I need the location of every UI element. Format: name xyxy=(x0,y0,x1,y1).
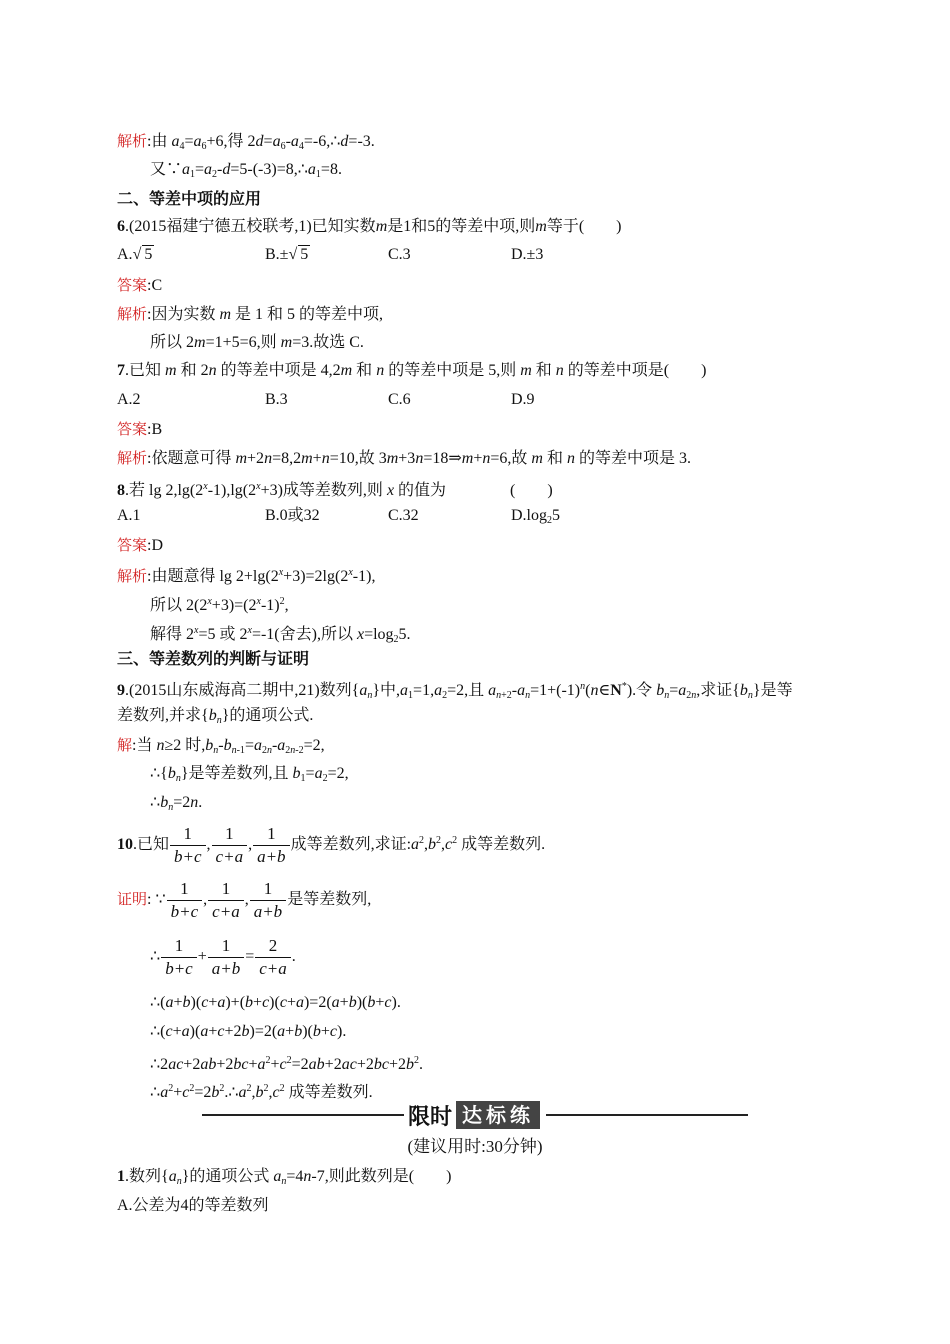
q7-answer: 答案:B xyxy=(117,420,163,438)
q7-analysis: 解析:依题意可得 m+2n=8,2m+n=10,故 3m+3n=18⇒m+n=6,故 m 和 n 的等差中项是 3. xyxy=(117,449,691,467)
p1-stem: 1.数列$\{a_n\}$的通项公式 $a_n=4n-7$,则此数列是( ) xyxy=(117,1168,452,1187)
q6-stem: 6.(2015福建宁德五校联考,1)已知实数m是1和5的等差中项,则m等于( ) xyxy=(117,218,622,235)
section-heading-3: 三、等差数列的判断与证明 xyxy=(117,649,310,668)
section-banner xyxy=(404,1100,540,1130)
q10-proof-line4: ∴(c+a)(a+c+2b)=2(a+b)(b+c). xyxy=(150,1023,347,1040)
q6-analysis-line1: 解析:因为实数 m 是 1 和 5 的等差中项, xyxy=(117,305,384,323)
q8-analysis-line3: 解得 $2^x=5$ 或 $2^x=-1$(舍去),所以 $x=\log_25$. xyxy=(150,625,411,645)
q6-analysis-line2: 所以 2m=1+5=6,则 m=3.故选 C. xyxy=(150,334,364,351)
q10-proof-line2: ∴ $\frac{1}{b+c}$ + $\frac{1}{a+b}$ = $\frac{2}{c+a}$ . xyxy=(150,935,296,978)
q10-proof-line5: $\therefore 2ac+2ab+2bc+a^2+c^2=2ab+2ac+2bc+2b^2$. xyxy=(150,1055,423,1073)
q8-option-a: A.1 xyxy=(117,507,141,524)
q8-analysis-line1: 解析:由题意得 $\lg 2+\lg(2^x+3)=2\lg(2^x-1)$, xyxy=(117,567,376,585)
q9-solution-line1: 解:当 n≥2 时$,b_n-b_{n-1}=a_{2n}-a_{2n-2}=2$, xyxy=(117,736,325,756)
banner-rule-right xyxy=(546,1114,748,1116)
banner-rule-left xyxy=(202,1114,404,1116)
q8-stem: 8.若 $\lg 2,\lg(2^x-1),\lg(2^x+3)$成等差数列,则 x 的值为 ( ) xyxy=(117,481,553,499)
q9-stem-line1: 9.(2015山东威海高二期中,21)数列$\{a_n\}$中$,a_1=1,a_2=2$,且 $a_{n+2}-a_n=1+(-1)^n(n\in N^*)$.令 $b_n=a_{2n}$,求证$\{b_n\}$是等 xyxy=(117,681,793,701)
q6-option-c: C.3 xyxy=(388,246,411,263)
q10-stem: 10.已知 $\frac{1}{b+c}$ , $\frac{1}{c+a}$ , $\frac{1}{a+b}$ 成等差数列,求证$:a^2,b^2,c^2$ 成等差数列. xyxy=(117,823,546,866)
q8-option-d: $D.\log_25$ xyxy=(511,507,560,526)
q10-proof-line6: $\therefore a^2+c^2=2b^2.\therefore a^2,b^2,c^2$ 成等差数列. xyxy=(150,1083,373,1101)
q10-proof-line1: 证明: ∵ $\frac{1}{b+c}$ , $\frac{1}{c+a}$ , $\frac{1}{a+b}$ 是等差数列, xyxy=(117,878,372,921)
q9-solution-line2: $\therefore\{b_n\}$是等差数列,且 $b_1=a_2=2$, xyxy=(150,765,349,784)
q7-option-b: B.3 xyxy=(265,391,288,408)
q8-option-b: B.0或32 xyxy=(265,507,320,524)
banner-title-right: 达标练 xyxy=(456,1101,540,1129)
q5-analysis-line2: 又$\because a_1=a_2-d=5-(-3)=8,\therefore a_1=8$. xyxy=(150,161,342,180)
q6-answer: 答案:C xyxy=(117,276,163,294)
q5-analysis-line1: 解析:由 $a_4=a_6+6$,得 $2d=a_6-a_4=-6,\therefore d=-3$. xyxy=(117,132,375,152)
q6-option-a: A.√ 5 xyxy=(117,246,153,263)
q7-option-c: C.6 xyxy=(388,391,411,408)
q7-option-d: D.9 xyxy=(511,391,535,408)
q8-option-c: C.32 xyxy=(388,507,419,524)
q7-stem: 7.已知 m 和 2n 的等差中项是 4,2m 和 n 的等差中项是 5,则 m 和 n 的等差中项是( ) xyxy=(117,362,707,379)
p1-option-a: A.公差为4的等差数列 xyxy=(117,1197,269,1214)
q6-option-d: D.±3 xyxy=(511,246,544,263)
q10-proof-line3: ∴(a+b)(c+a)+(b+c)(c+a)=2(a+b)(b+c). xyxy=(150,994,401,1011)
q9-stem-line2: 差数列,并求$\{b_n\}$的通项公式. xyxy=(117,707,314,726)
analysis-label: 解析 xyxy=(117,132,148,150)
q8-answer: 答案:D xyxy=(117,536,164,554)
q6-option-b: B.±√ 5 xyxy=(265,246,309,263)
banner-subtitle: (建议用时:30分钟) xyxy=(407,1137,543,1156)
q9-solution-line3: $\therefore b_n=2n$. xyxy=(150,794,203,813)
q8-analysis-line2: 所以 $2(2^x+3)=(2^x-1)^2$, xyxy=(150,596,289,614)
banner-title-left: 限时 xyxy=(408,1104,453,1130)
section-heading-2: 二、等差中项的应用 xyxy=(117,189,262,208)
q7-option-a: A.2 xyxy=(117,391,141,408)
